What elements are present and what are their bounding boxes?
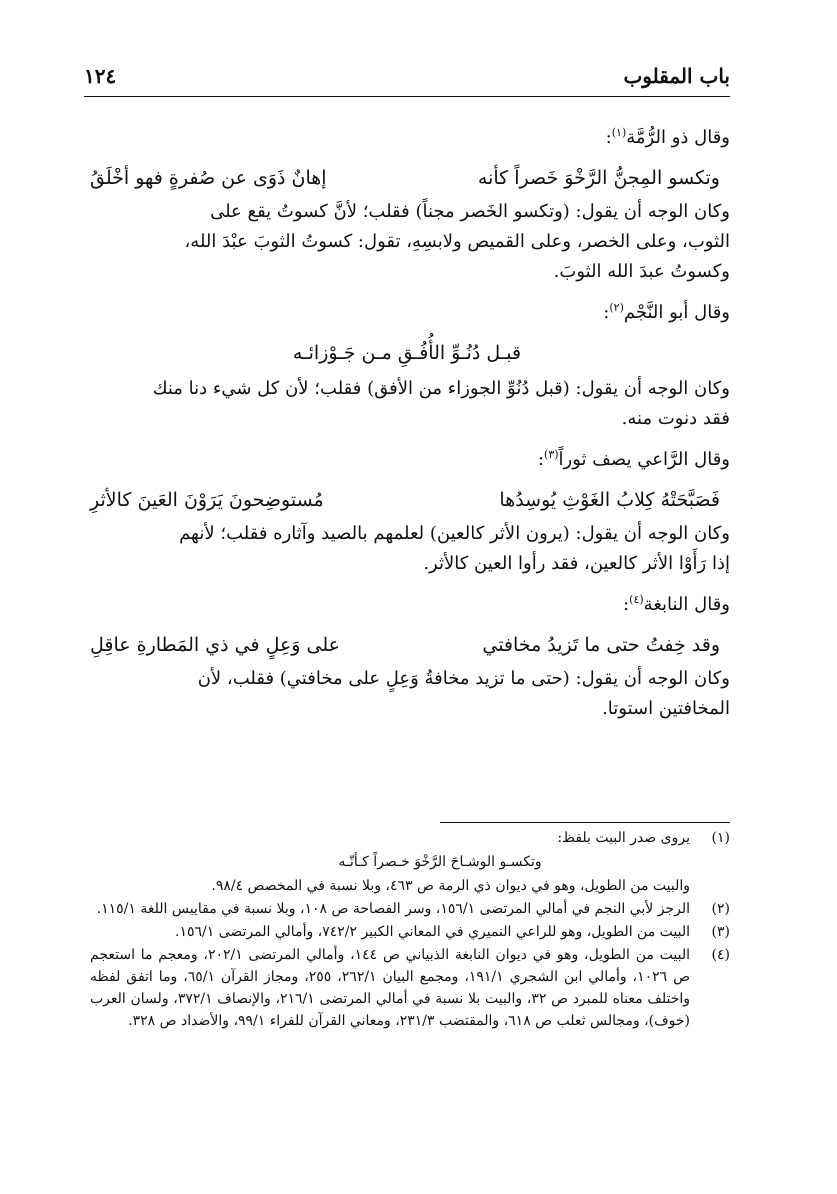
footnote-ref: (٤) — [629, 593, 644, 606]
verse-first-hemistich: وتكسو المِجنُّ الرَّخْوَ خَصراً كأنه — [477, 167, 720, 189]
paragraph-line: وكان الوجه أن يقول: (يرون الأثر كالعين) لعلمهم بالصيد وآثاره فقلب؛ لأنهم — [179, 523, 730, 544]
footnote-ref: (٢) — [609, 301, 624, 314]
poet-intro: وقال الرَّاعي يصف ثوراً$^{(٣)}$: — [537, 448, 730, 470]
footnote-ref: (١) — [611, 126, 627, 139]
page-number: ١٢٤ — [84, 64, 117, 88]
footnote — [90, 875, 730, 897]
verse-first-hemistich: فَصَبَّحَتْهُ كِلابُ الغَوْثِ يُوسِدُها — [499, 489, 720, 511]
verse-line — [90, 167, 720, 189]
footnote-number: (٤) — [711, 947, 730, 963]
verse-first-hemistich: وقد خِفتُ حتى ما تَزيدُ مخافتي — [482, 634, 720, 656]
paragraph-line: المخافتين استوتا. — [602, 698, 730, 719]
footnote-text: البيت من الطويل، وهو للراعي النميري في المعاني الكبير ٧٤٢/٢، وأمالي المرتضى ١٥٦/١. — [175, 924, 690, 940]
footnote-text: والبيت من الطويل، وهو في ديوان ذي الرمة ص ٤٦٣، وبلا نسبة في المخصص ٩٨/٤. — [211, 878, 690, 894]
footnote-divider — [440, 822, 730, 823]
verse-line — [90, 489, 720, 511]
paragraph-line: فقد دنوت منه. — [621, 408, 730, 429]
footnote-number: (٣) — [711, 924, 730, 940]
paragraph-line: الثوب، وعلى الخصر، وعلى القميص ولابسِهِ، تقول: كسوتُ الثوبَ عبْدَ الله، — [184, 231, 730, 252]
verse-second-hemistich: إهانٌ ذَوَى عن صُفرةٍ فهو أخْلَقُ — [90, 167, 327, 189]
footnote-verse: وتكسـو الوشـاحَ الرَّخْوَ خـصراً كـأنّـه — [338, 854, 542, 870]
footnote-ref: (٣) — [544, 448, 559, 461]
footnote — [90, 898, 730, 920]
footnote-number: (١) — [711, 830, 730, 846]
verse-second-hemistich: مُستوضِحونَ يَرَوْنَ العَينَ كالأثرِ — [90, 489, 324, 511]
paragraph-line: وكان الوجه أن يقول: (وتكسو الخَصر مجناً) فقلب؛ لأنَّ كسوتُ يقع على — [210, 201, 730, 222]
verse-second-hemistich: على وَعِلٍ في ذي المَطارةِ عاقِلِ — [90, 634, 340, 656]
footnote-text: يروى صدر البيت بلفظ: — [557, 830, 690, 846]
footnote — [90, 827, 730, 849]
footnotes — [90, 826, 730, 1033]
main-text — [84, 112, 730, 724]
footnote-text: الرجز لأبي النجم في أمالي المرتضى ١٥٦/١، وسر الفصاحة ص ١٠٨، وبلا نسبة في مقاييس اللغة ١١٥/١. — [96, 901, 690, 917]
paragraph-line: وكان الوجه أن يقول: (قبل دُنُوِّ الجوزاء من الأفق) فقلب؛ لأن كل شيء دنا منك — [152, 378, 730, 399]
paragraph-line: وكان الوجه أن يقول: (حتى ما تزيد مخافةُ وَعِلٍ على مخافتي) فقلب، لأن — [197, 668, 730, 689]
page-header — [84, 62, 730, 97]
verse-line: قبـل دُنُـوِّ الأُفُـقِ مـن جَـوْزائـه — [292, 342, 522, 364]
poet-intro: وقال النابغة$^{(٤)}$: — [623, 593, 730, 615]
verse-line — [90, 634, 720, 656]
footnote-text: البيت من الطويل، وهو في ديوان النابغة الذبياني ص ١٤٤، وأمالي المرتضى ٢٠٢/١، ومعجم ما استعجم ص ١٠٢٦، وأمالي ابن الشجري ١٩١/١، ومجمع البيان ٢٦٢/١، ٢٥٥، ومجاز القرآن ٦٥/١، وما اتفق لفظه واختلف معناه للمبرد ص ٣٢، والبيت بلا نسبة في أمالي المرتضى ٢١٦/١، والإنصاف ٣٧٢/١، ولسان العرب (خوف)، ومجالس ثعلب ص ٦١٨، والمقتضب ٢٣١/٣، ومعاني القرآن للفراء ٩٩/١، والأضداد ص ٣٢٨. — [90, 947, 691, 1029]
footnote — [90, 921, 730, 943]
footnote-number: (٢) — [711, 901, 730, 917]
paragraph-line: إذا رَأَوْا الأثر كالعين، فقد رأوا العين كالأثر. — [423, 553, 730, 574]
paragraph-line: وكسوتُ عبدَ الله الثوبَ. — [553, 261, 730, 282]
chapter-title: باب المقلوب — [623, 64, 730, 88]
footnote — [90, 944, 730, 1032]
poet-intro: وقال ذو الرُّمَّة$^{(١)}$: — [605, 126, 730, 148]
poet-intro: وقال أبو النَّجْم$^{(٢)}$: — [603, 301, 730, 323]
